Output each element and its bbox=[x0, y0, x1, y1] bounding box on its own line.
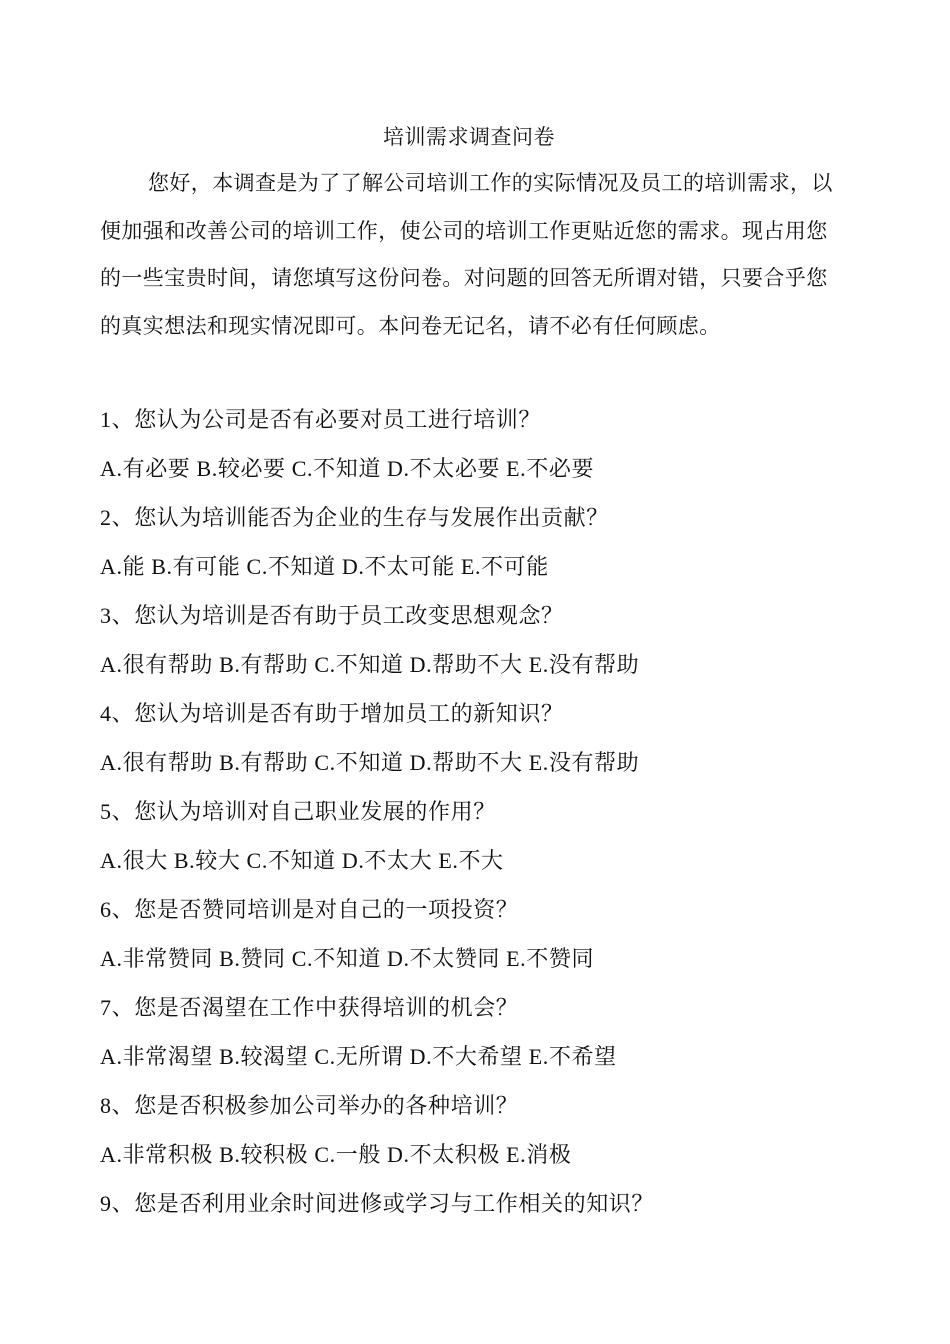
question-8: 8、您是否积极参加公司举办的各种培训？ bbox=[100, 1093, 519, 1118]
question-1-options: A.有必要 B.较必要 C.不知道 D.不太必要 E.不必要 bbox=[100, 456, 595, 481]
question-3: 3、您认为培训是否有助于员工改变思想观念？ bbox=[100, 603, 564, 628]
question-2: 2、您认为培训能否为企业的生存与发展作出贡献？ bbox=[100, 505, 609, 530]
question-5-options: A.很大 B.较大 C.不知道 D.不太大 E.不大 bbox=[100, 848, 504, 873]
question-5: 5、您认为培训对自己职业发展的作用？ bbox=[100, 799, 496, 824]
question-3-options: A.很有帮助 B.有帮助 C.不知道 D.帮助不大 E.没有帮助 bbox=[100, 652, 640, 677]
question-1: 1、您认为公司是否有必要对员工进行培训？ bbox=[100, 407, 542, 432]
question-6: 6、您是否赞同培训是对自己的一项投资？ bbox=[100, 897, 519, 922]
question-8-options: A.非常积极 B.较积极 C.一般 D.不太积极 E.消极 bbox=[100, 1142, 572, 1167]
question-9: 9、您是否利用业余时间进修或学习与工作相关的知识？ bbox=[100, 1191, 655, 1216]
question-6-options: A.非常赞同 B.赞同 C.不知道 D.不太赞同 E.不赞同 bbox=[100, 946, 595, 971]
question-4: 4、您认为培训是否有助于增加员工的新知识？ bbox=[100, 701, 564, 726]
question-7: 7、您是否渴望在工作中获得培训的机会？ bbox=[100, 995, 519, 1020]
question-2-options: A.能 B.有可能 C.不知道 D.不太可能 E.不可能 bbox=[100, 554, 549, 579]
question-list bbox=[100, 395, 860, 1228]
document-title: 培训需求调查问卷 bbox=[383, 125, 555, 149]
question-7-options: A.非常渴望 B.较渴望 C.无所谓 D.不大希望 E.不希望 bbox=[100, 1044, 617, 1069]
question-4-options: A.很有帮助 B.有帮助 C.不知道 D.帮助不大 E.没有帮助 bbox=[100, 750, 640, 775]
intro-paragraph: 您好，本调查是为了了解公司培训工作的实际情况及员工的培训需求，以便加强和改善公司的培训工作，使公司的培训工作更贴近您的需求。现占用您的一些宝贵时间，请您填写这份问卷。对问题的回答无所谓对错，只要合乎您的真实想法和现实情况即可。本问卷无记名，请不必有任何顾虑。 bbox=[100, 171, 833, 338]
